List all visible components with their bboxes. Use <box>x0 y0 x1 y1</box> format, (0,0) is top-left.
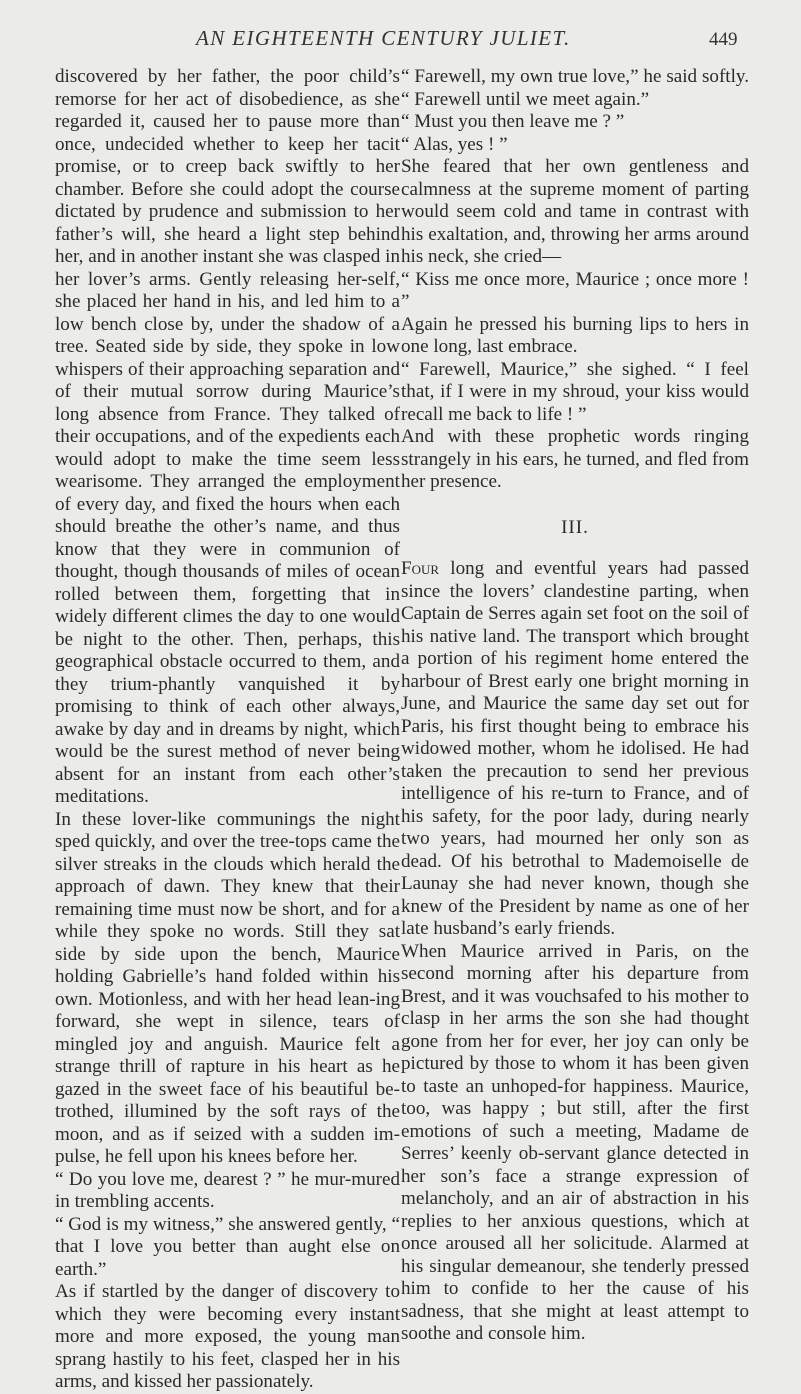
paragraph: And with these prophetic words ringing strangely in his ears, he turned, and fled from her presence. <box>401 426 749 492</box>
paragraph: “ God is my witness,” she answered gently, “ that I love you better than aught else on earth.” <box>55 1213 400 1280</box>
paragraph: Again he pressed his burning lips to hers in one long, last embrace. <box>401 313 749 357</box>
running-head: AN EIGHTEENTH CENTURY JULIET. <box>196 26 571 50</box>
left-column <box>55 66 400 1394</box>
section-heading: III. <box>561 516 589 538</box>
paragraph: “ Farewell, my own true love,” he said softly. “ Farewell until we meet again.” <box>401 66 749 110</box>
paragraph: “ Kiss me once more, Maurice ; once more ! ” <box>401 268 749 312</box>
paragraph: “ Alas, yes ! ” <box>401 133 508 155</box>
paragraph: She feared that her own gentleness and calmness at the supreme moment of parting would seem cold and tame in contrast with his exaltation, and, throwing her arms around his neck, she cried— <box>401 156 749 267</box>
paragraph: discovered by her father, the poor child’s remorse for her act of disobedience, as she regarded it, caused her to pause more than once, undecided whether to keep her tacit promise, or to creep back swiftly to her chamber. Before she could adopt the course dictated by prudence and submission to her father’s will, she heard a light step behind her, and in another instant she was clasped in her lover’s arms. Gently releasing her-self, she placed her hand in his, and led him to a low bench close by, under the shadow of a tree. Seated side by side, they spoke in low whispers of their approaching separation and of their mutual sorrow during Maurice’s long absence from France. They talked of their occupations, and of the expedients each would adopt to make the time seem less wearisome. They arranged the employment of every day, and fixed the hours when each should breathe the other’s name, and thus know that they were in communion of thought, though thousands of miles of ocean rolled between them, forgetting that in widely different climes the day to one would be night to the other. Then, perhaps, this geographical obstacle occurred to them, and they trium-phantly vanquished it by promising to think of each other always, awake by day and in dreams by night, which would be the surest method of never being absent for an instant from each other’s meditations. <box>55 66 400 807</box>
page-number: 449 <box>709 29 738 50</box>
paragraph <box>401 558 749 941</box>
paragraph: In these lover-like communings the night sped quickly, and over the tree-tops came the silver streaks in the clouds which herald the approach of dawn. They knew that their remaining time must now be short, and for a while they spoke no words. Still they sat side by side upon the bench, Maurice holding Gabrielle’s hand folded within his own. Motionless, and with her head lean-ing forward, she wept in silence, tears of mingled joy and anguish. Maurice felt a strange thrill of rapture in his heart as he gazed in the sweet face of his beautiful be-trothed, illumined by the soft rays of the moon, and as if seized with a sudden im-pulse, he fell upon his knees before her. <box>55 808 400 1167</box>
paragraph-text: long and eventful years had passed since the lovers’ clandestine parting, when Captain de Serres again set foot on the soil of his native land. The transport which brought a portion of his regiment home entered the harbour of Brest early one bright morning in June, and Maurice the same day set out for Paris, his first thought being to embrace his widowed mother, whom he idolised. He had taken the precaution to send her previous intelligence of his re-turn to France, and of his safety, for the poor lady, during nearly two years, had mourned her only son as dead. Of his betrothal to Mademoiselle de Launay she had never known, though she knew of the President by name as one of her late husband’s early friends. <box>401 558 749 939</box>
paragraph: “ Must you then leave me ? ” <box>401 111 625 132</box>
paragraph: “ Farewell, Maurice,” she sighed. “ I feel that, if I were in my shroud, your kiss would recall me back to life ! ” <box>401 358 749 425</box>
right-column <box>401 66 749 1346</box>
paragraph: When Maurice arrived in Paris, on the second morning after his departure from Brest, and it was vouchsafed to his mother to clasp in her arms the son she had thought gone from her for ever, her joy can only be pictured by those to whom it has been given to taste an unhoped-for happiness. Maurice, too, was happy ; but still, after the first emotions of such a meeting, Madame de Serres’ keenly ob-servant glance detected in her son’s face a strange expression of melancholy, and an air of abstraction in his replies to her anxious questions, which at once aroused all her solicitude. Alarmed at his singular demeanour, she tenderly pressed him to confide to her the cause of his sadness, that she might at least attempt to soothe and console him. <box>401 940 749 1344</box>
paragraph: As if startled by the danger of discovery to which they were becoming every instant more and more exposed, the young man sprang hastily to his feet, clasped her in his arms, and kissed her passionately. <box>55 1281 400 1392</box>
paragraph: “ Do you love me, dearest ? ” he mur-mured in trembling accents. <box>55 1168 400 1212</box>
page-header <box>0 20 801 56</box>
lead-word: Four <box>401 558 440 579</box>
